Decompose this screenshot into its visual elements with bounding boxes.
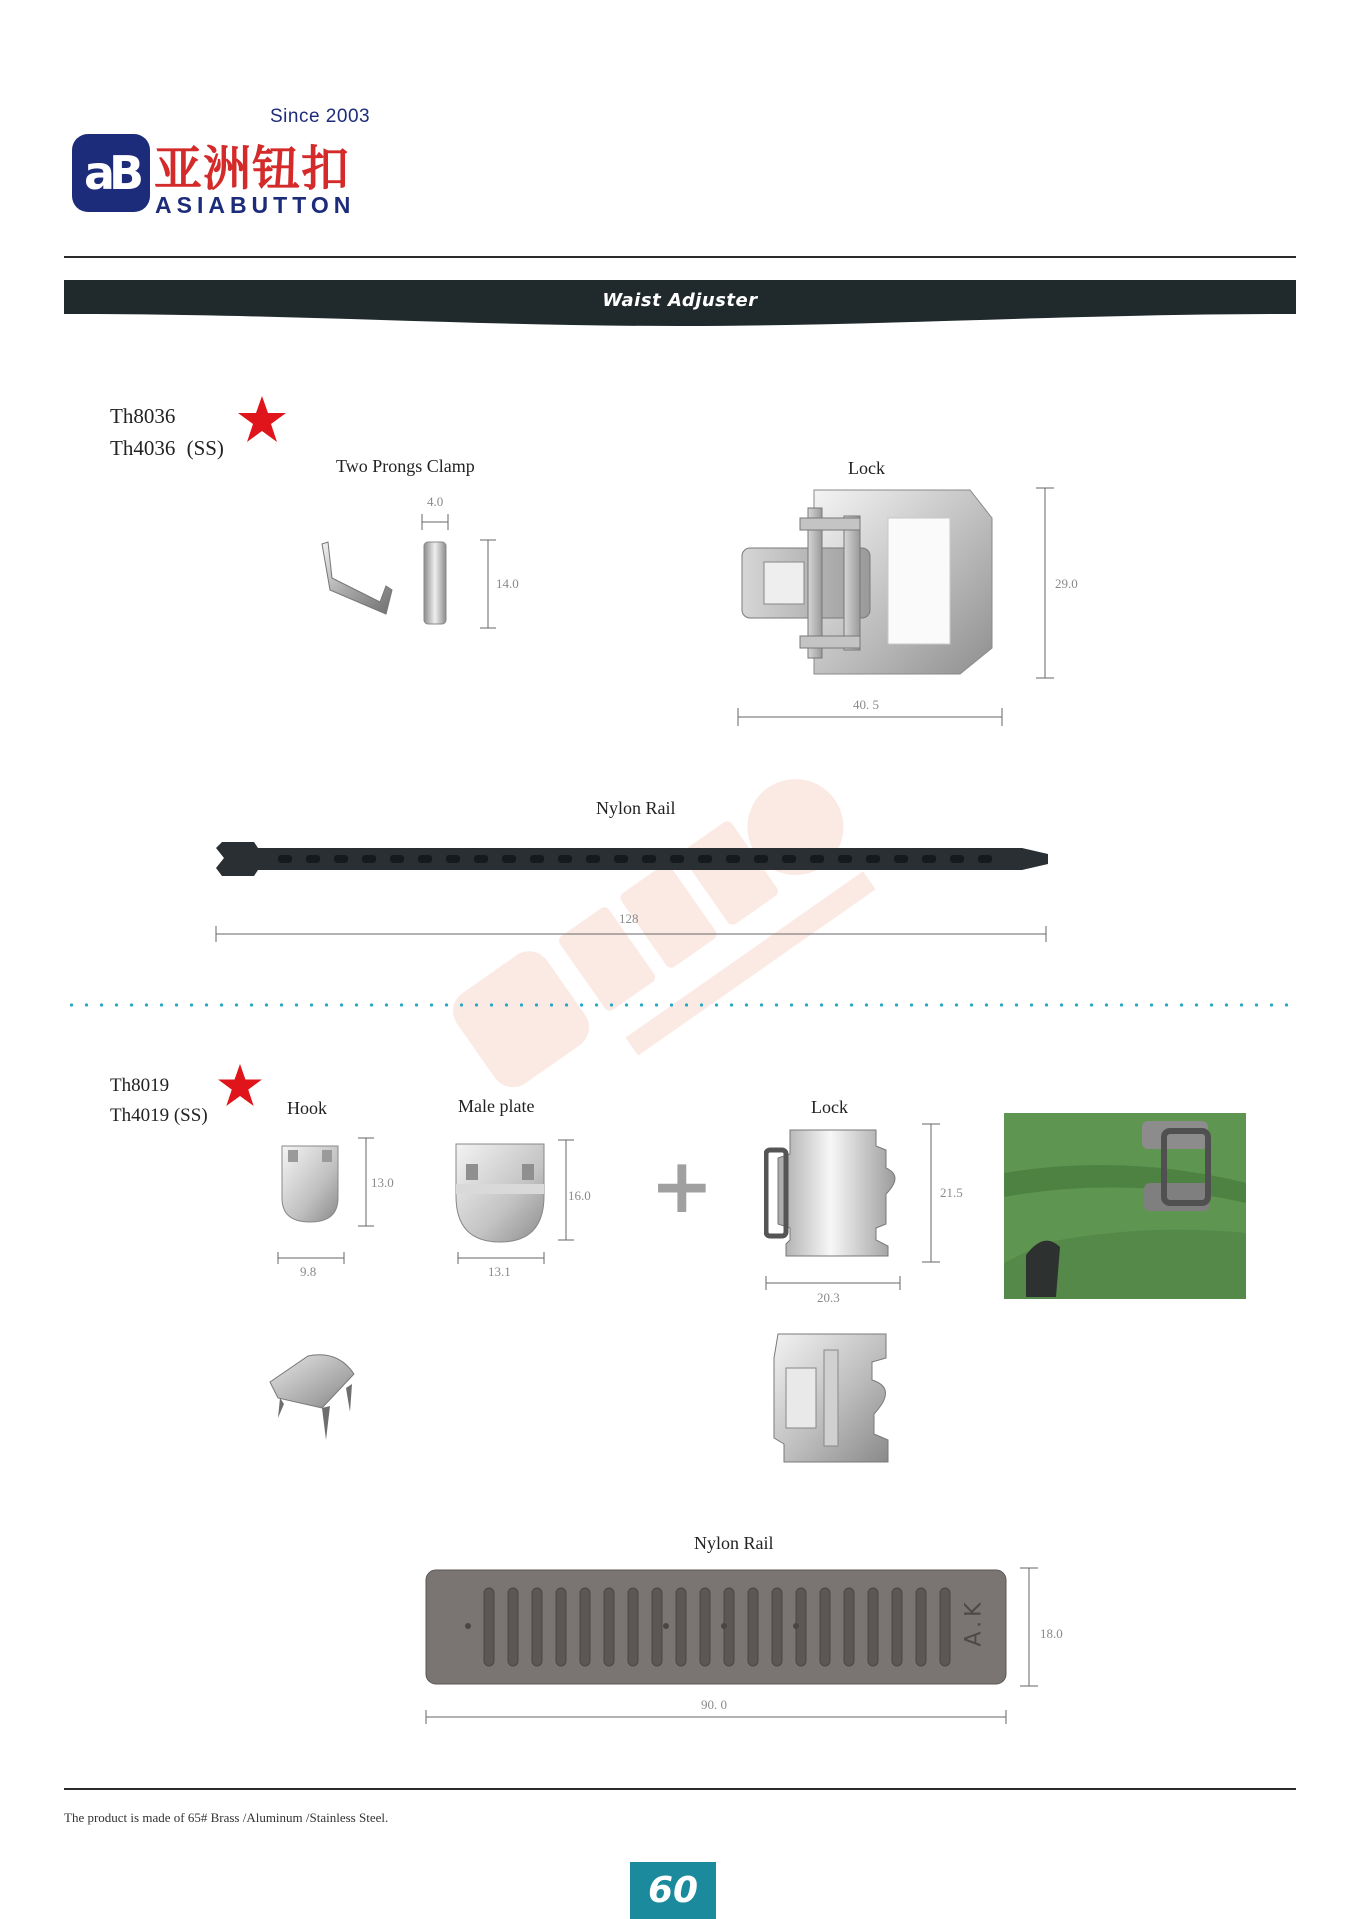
nylon-rail-plate-image (424, 1566, 1008, 1688)
dimension-value: 13.0 (371, 1175, 394, 1190)
dimension-value: 18.0 (1040, 1626, 1063, 1641)
nylon-rail-image (214, 836, 1056, 880)
dimension-line (420, 512, 450, 532)
hook-image (278, 1142, 342, 1224)
dimension-line (214, 924, 1048, 944)
dimension-value: 21.5 (940, 1185, 963, 1200)
two-prongs-clamp-side-image (420, 540, 450, 626)
page-number: 60 (630, 1862, 716, 1919)
brand-logo (72, 106, 382, 218)
dimension-value: 20.3 (817, 1290, 840, 1305)
dimension-line (1018, 1566, 1040, 1688)
logo-since-text: Since 2003 (270, 106, 371, 127)
dimension-value: 14.0 (496, 576, 519, 591)
dimension-value: 29.0 (1055, 576, 1078, 591)
dimension-line (1034, 486, 1056, 680)
material-note: The product is made of 65# Brass /Aluminum /Stainless Steel. (64, 1810, 389, 1825)
dimension-value: 4.0 (427, 494, 444, 509)
dimension-value: 13.1 (488, 1264, 511, 1279)
hook-prongs-image (268, 1352, 358, 1444)
dimension-value: 40. 5 (853, 697, 879, 712)
plus-icon: + (650, 1141, 714, 1230)
section-banner (64, 280, 1296, 326)
two-prongs-clamp-label: Two Prongs Clamp (336, 456, 475, 476)
header-rule (64, 256, 1296, 258)
banner-title: Waist Adjuster (602, 290, 758, 311)
male-plate-label: Male plate (458, 1096, 535, 1116)
product-code-stainless: Th4019 (SS) (110, 1105, 208, 1126)
nylon-rail-label: Nylon Rail (596, 798, 676, 818)
dimension-line (478, 538, 498, 630)
lock-label: Lock (811, 1097, 848, 1117)
nylon-rail-label: Nylon Rail (694, 1533, 774, 1553)
logo-english-name: ASIABUTTON (155, 192, 356, 218)
lock-label: Lock (848, 458, 885, 478)
male-plate-image (452, 1140, 548, 1246)
usage-photo (1004, 1113, 1246, 1299)
featured-star-icon (238, 396, 286, 442)
footer-rule (64, 1788, 1296, 1790)
lock-back-image (764, 1328, 900, 1468)
dimension-value: 16.0 (568, 1188, 591, 1203)
featured-star-icon (218, 1064, 262, 1106)
hook-label: Hook (287, 1098, 327, 1118)
lock-image (740, 488, 1002, 684)
product-code-primary: Th8019 (110, 1075, 170, 1096)
logo-mark-icon: aB (72, 134, 150, 212)
dimension-value: 128 (619, 911, 639, 926)
dimension-value: 9.8 (300, 1264, 317, 1279)
section-divider (64, 1003, 1296, 1007)
lock-image (764, 1128, 904, 1260)
product-code-primary: Th8036 (110, 404, 176, 428)
two-prongs-clamp-image (316, 540, 396, 620)
logo-chinese-name: 亚洲钮扣 (154, 141, 351, 197)
dimension-line (920, 1122, 942, 1264)
dimension-value: 90. 0 (701, 1697, 727, 1712)
watermark-logo (390, 690, 1010, 1110)
rail-engraving: A.K (961, 1598, 987, 1647)
product-code-stainless: Th4036 (SS) (110, 436, 224, 460)
